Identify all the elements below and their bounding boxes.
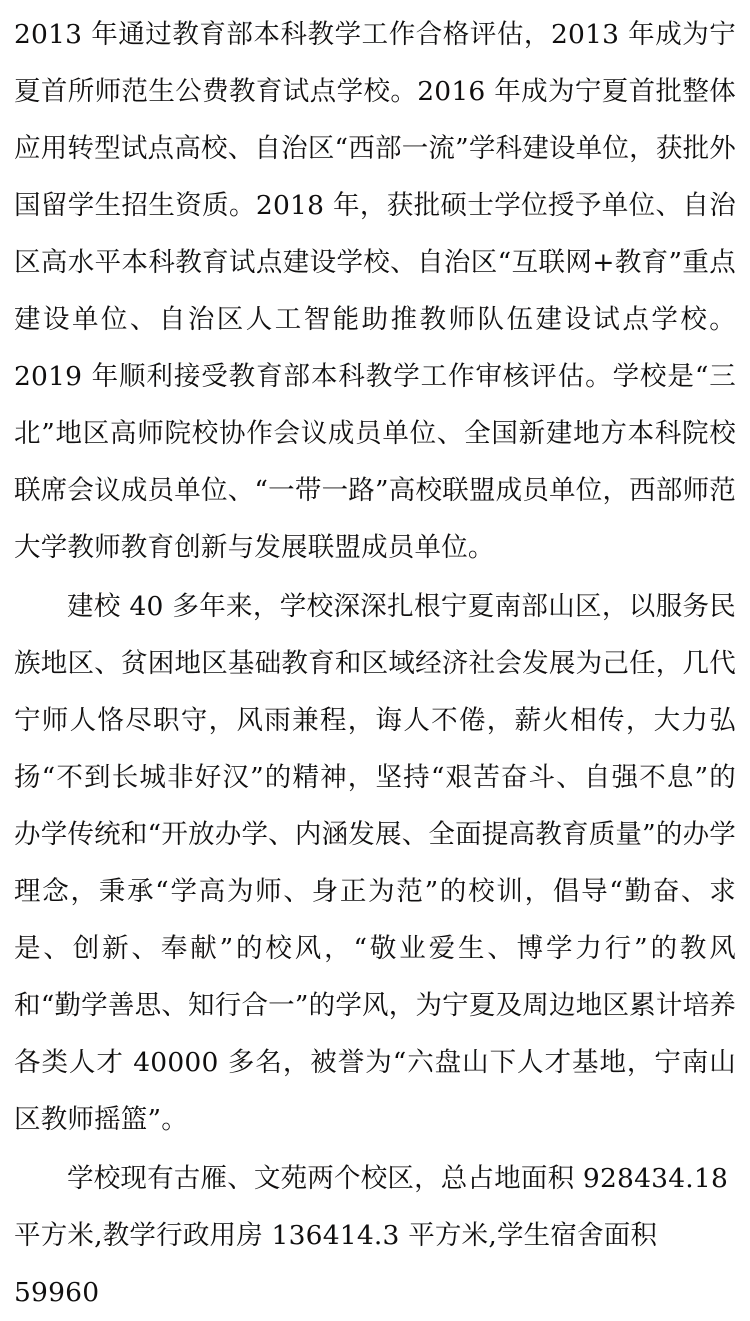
body-paragraph: 学校现有古雁、文苑两个校区，总占地面积 928434.18 平方米,教学行政用房 136414.3 平方米,学生宿舍面积 59960 xyxy=(14,1163,729,1308)
body-paragraph: 建校 40 多年来，学校深深扎根宁夏南部山区，以服务民族地区、贫困地区基础教育和区域经济社会发展为己任，几代宁师人恪尽职守，风雨兼程，诲人不倦，薪火相传，大力弘扬“不到长城非好汉”的精神，坚持“艰苦奋斗、自强不息”的办学传统和“开放办学、内涵发展、全面提高教育质量”的办学理念，秉承“学高为师、身正为范”的校训，倡导“勤奋、求是、创新、奉献”的校风，“敬业爱生、博学力行”的教风和“勤学善思、知行合一”的学风，为宁夏及周边地区累计培养各类人才 40000 多名，被誉为“六盘山下人才基地，宁南山区教师摇篮”。 xyxy=(14,591,736,1135)
body-paragraph: 2013 年通过教育部本科教学工作合格评估，2013 年成为宁夏首所师范生公费教育试点学校。2016 年成为宁夏首批整体应用转型试点高校、自治区“西部一流”学科建设单位，获批外国留学生招生资质。2018 年，获批硕士学位授予单位、自治区高水平本科教育试点建设学校、自治区“互联网+教育”重点建设单位、自治区人工智能助推教师队伍建设试点学校。2019 年顺利接受教育部本科教学工作审核评估。学校是“三北”地区高师院校协作会议成员单位、全国新建地方本科院校联席会议成员单位、“一带一路”高校联盟成员单位，西部师范大学教师教育创新与发展联盟成员单位。 xyxy=(14,19,736,563)
